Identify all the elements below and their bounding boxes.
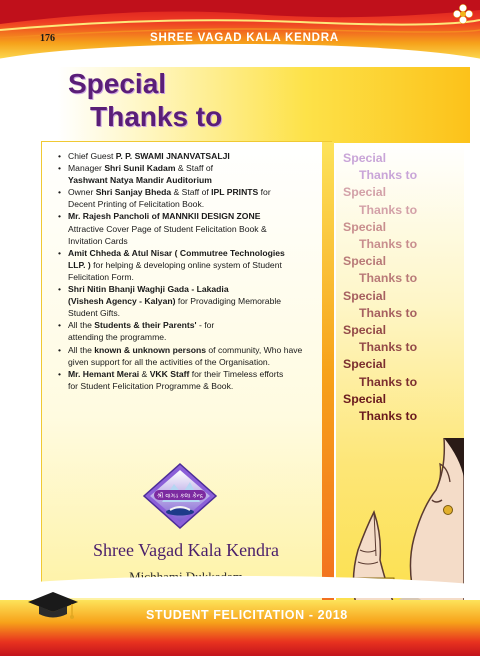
side-repeat-item — [343, 322, 463, 356]
side-repeat-item — [343, 391, 463, 425]
thanks-item-line: (Vishesh Agency - Kalyan) for Provadiging Memorable — [68, 296, 282, 307]
side-word-special: Special — [343, 288, 387, 303]
side-repeat-item — [343, 356, 463, 390]
side-repeat-item — [343, 150, 463, 184]
side-word-special: Special — [343, 219, 387, 234]
thanks-item — [58, 186, 320, 210]
thanks-item-line: Invitation Cards — [68, 235, 128, 246]
thanks-item-line: Yashwant Natya Mandir Auditorium — [68, 175, 212, 186]
thanks-item-line: • Mr. Rajesh Pancholi of MANNKII DESIGN ZONE — [68, 211, 261, 222]
side-word-special: Special — [343, 357, 387, 372]
thanks-list — [58, 150, 320, 392]
side-word-thanks-to: Thanks to — [359, 271, 418, 286]
side-repeat-item — [343, 219, 463, 253]
side-repeat-item — [343, 288, 463, 322]
side-word-thanks-to: Thanks to — [359, 340, 418, 355]
thanks-item — [58, 162, 320, 186]
thanks-item-line: • All the known & unknown persons of community, Who have — [68, 344, 303, 355]
thanks-item-line: • Shri Nitin Bhanji Waghji Gada - Lakadia — [68, 284, 229, 295]
flower-icon — [453, 4, 473, 24]
thanks-item — [58, 283, 320, 319]
title-thanks-to: Thanks to — [90, 101, 223, 132]
thanks-item-line: Decent Printing of Felicitation Book. — [68, 199, 205, 210]
thanks-item-line: • Owner Shri Sanjay Bheda & Staff of IPL PRINTS for — [68, 187, 271, 198]
thanks-item-line: for Student Felicitation Programme & Book. — [68, 380, 234, 391]
organisation-name: Shree Vagad Kala Kendra — [92, 540, 280, 560]
logo-lettering: શ્રી વાગડ કલા કેન્દ્ર — [156, 492, 204, 500]
thanks-item-line: given support for all the activities of the Organisation. — [68, 356, 271, 367]
side-word-special: Special — [343, 185, 387, 200]
thanks-item-line: • Chief Guest P. P. SWAMI JNANVATSALJI — [68, 151, 230, 161]
thanks-item-line: Felicitation Form. — [68, 271, 134, 282]
title-special: Special — [68, 68, 167, 99]
thanks-item — [58, 319, 320, 343]
thanks-item-line: • All the Students & their Parents' - for — [68, 320, 215, 331]
footer-title: STUDENT FELICITATION - 2018 — [146, 608, 348, 622]
thanks-item-line: • Amit Chheda & Atul Nisar ( Commutree Technologies — [68, 247, 285, 258]
side-special-thanks-repeat — [343, 150, 463, 425]
content-panel-edge — [322, 142, 334, 600]
header-title: SHREE VAGAD KALA KENDRA — [150, 32, 339, 44]
side-word-special: Special — [343, 151, 387, 165]
side-repeat-item — [343, 184, 463, 218]
thanks-item-line: • Manager Shri Sunil Kadam & Staff of — [68, 163, 214, 174]
page-number: 176 — [40, 33, 55, 44]
thanks-item — [58, 344, 320, 368]
side-word-special: Special — [343, 254, 387, 269]
thanks-item — [58, 150, 320, 162]
side-word-thanks-to: Thanks to — [359, 374, 418, 389]
thanks-item — [58, 210, 320, 246]
side-word-thanks-to: Thanks to — [359, 237, 418, 252]
side-word-thanks-to: Thanks to — [359, 168, 418, 183]
side-word-special: Special — [343, 391, 387, 406]
side-word-thanks-to: Thanks to — [359, 202, 418, 217]
thanks-item-line: Attractive Cover Page of Student Felicitation Book & — [68, 223, 267, 234]
thanks-item — [58, 368, 320, 392]
side-word-thanks-to: Thanks to — [359, 409, 418, 424]
thanks-item-line: LLP. ) for helping & developing online system of Student — [68, 259, 282, 270]
organisation-logo — [140, 462, 220, 530]
graduation-cap-icon — [26, 590, 80, 622]
side-repeat-item — [343, 253, 463, 287]
thanks-item-line: Student Gifts. — [68, 308, 121, 319]
side-word-special: Special — [343, 323, 387, 338]
thanks-item — [58, 247, 320, 283]
thanks-item-line: attending the programme. — [68, 332, 167, 343]
side-word-thanks-to: Thanks to — [359, 305, 418, 320]
thanks-item-line: • Mr. Hemant Merai & VKK Staff for their Timeless efforts — [68, 368, 284, 379]
